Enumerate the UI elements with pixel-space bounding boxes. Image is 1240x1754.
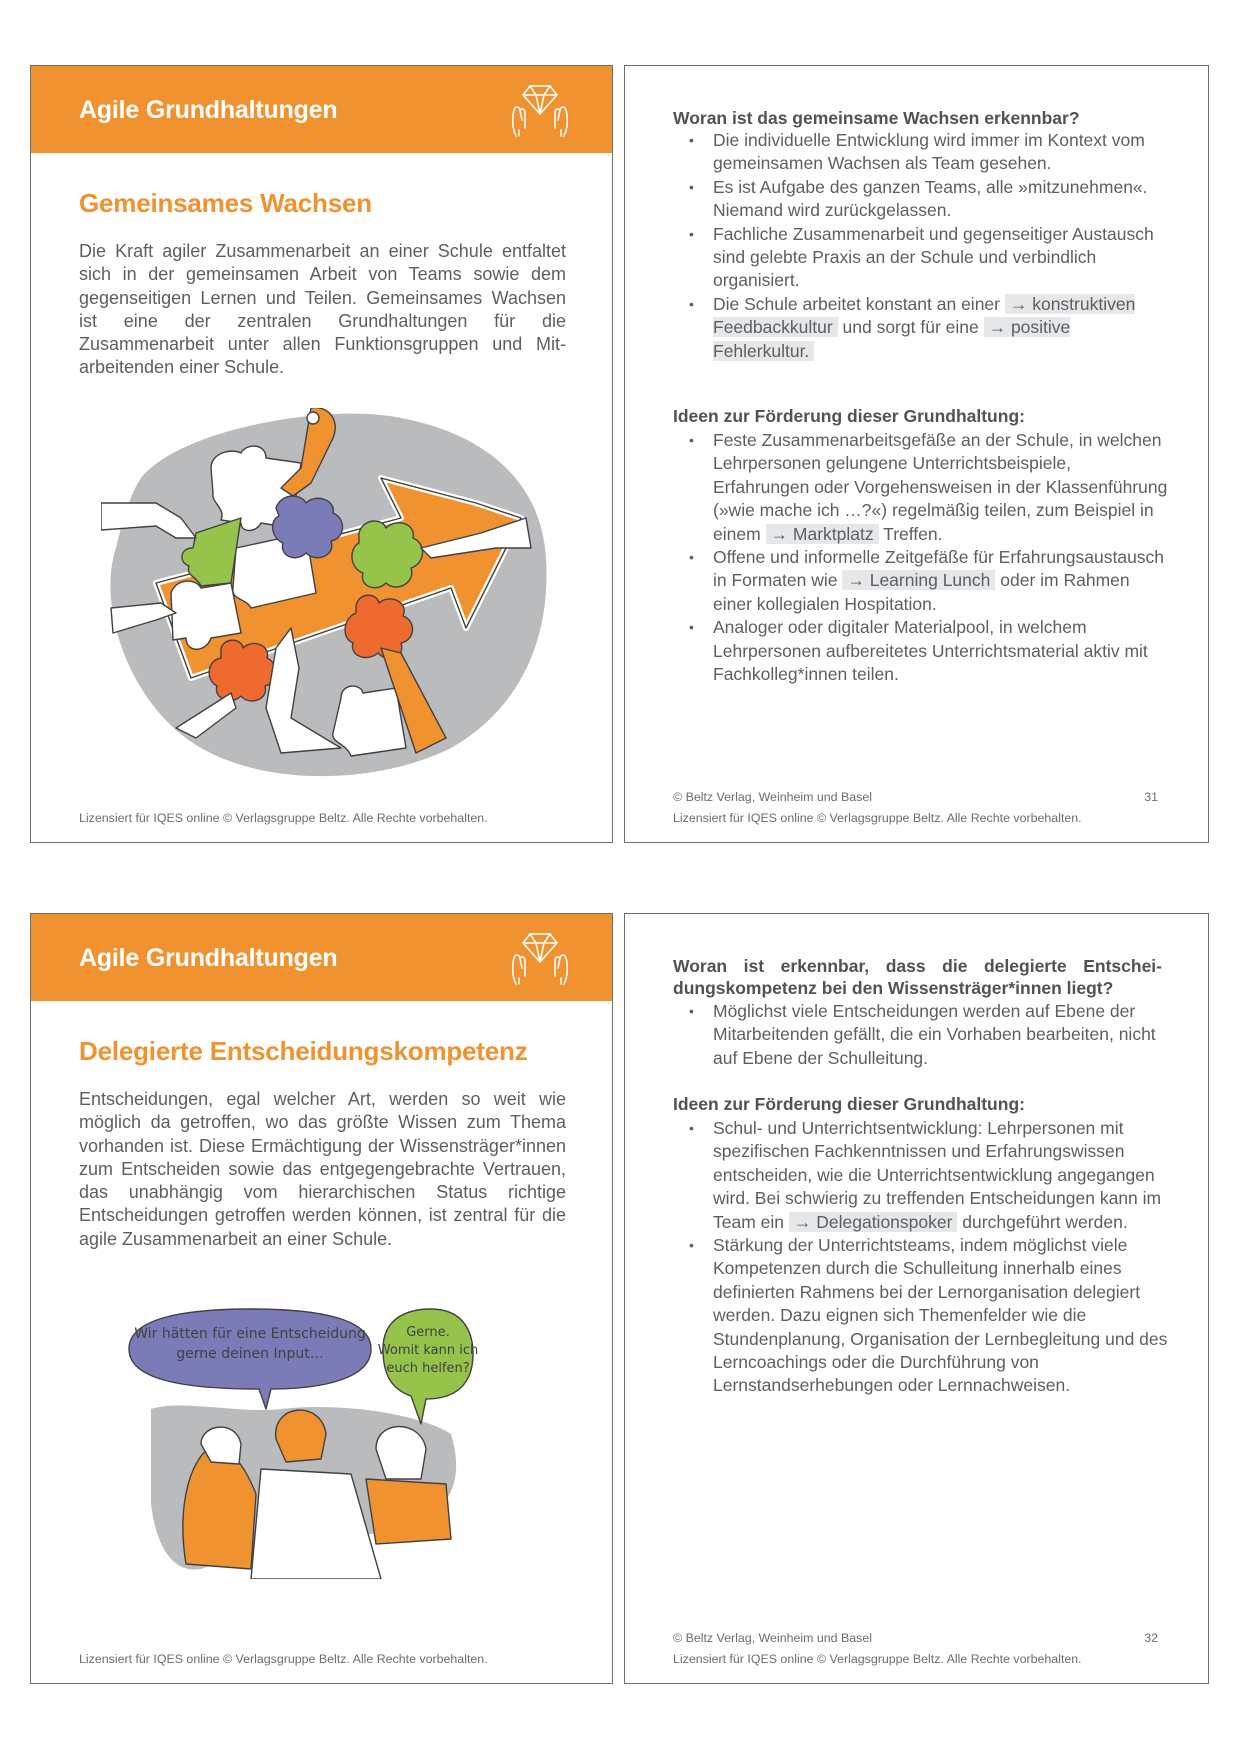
list-item: • Analoger oder digitaler Materialpool, in welchem Lehrpersonen aufbereitetes Unterrichtsmaterial aktiv mit Fachkolleg*innen teilen. — [689, 617, 1148, 685]
list-item: • Fachliche Zusammenarbeit und gegenseitiger Austausch sind gelebte Praxis an der Schule und verbindlich organisiert. — [689, 223, 1154, 291]
ideas-list — [673, 429, 1168, 686]
copyright-footer: © Beltz Verlag, Weinheim und Basel — [673, 1631, 872, 1645]
bullet-icon: • — [689, 1003, 694, 1019]
license-footer: Lizensiert für IQES online © Verlagsgruppe Beltz. Alle Rechte vorbehalten. — [79, 1652, 488, 1666]
bullet-icon: • — [689, 432, 694, 448]
person-right-body — [366, 1479, 451, 1544]
license-footer: Lizensiert für IQES online © Verlagsgruppe Beltz. Alle Rechte vorbehalten. — [79, 811, 488, 825]
person-center-head — [276, 1410, 326, 1462]
bullet-icon: • — [689, 178, 694, 195]
hands-assembling-puzzle-pieces-illustration — [101, 408, 561, 793]
card-delegierte-entscheidungskompetenz-details — [624, 913, 1209, 1684]
bullet-icon: • — [689, 132, 694, 148]
indicators-question: Woran ist erkennbar, dass die delegierte Entscheidungskompetenz bei den Wissensträger*innen liegt? — [673, 956, 1162, 998]
copyright-footer: © Beltz Verlag, Weinheim und Basel — [673, 790, 872, 804]
indicators-list — [673, 1000, 1168, 1070]
license-footer: Lizensiert für IQES online © Verlagsgruppe Beltz. Alle Rechte vorbehalten. — [673, 1652, 1082, 1666]
card-gemeinsames-wachsen-details — [624, 65, 1209, 843]
list-item: • Es ist Aufgabe des ganzen Teams, alle »mitzunehmen«. Niemand wird zurückgelassen. — [689, 176, 1148, 221]
license-footer: Lizensiert für IQES online © Verlagsgruppe Beltz. Alle Rechte vorbehalten. — [673, 811, 1082, 825]
diamond-in-hands-icon — [510, 926, 570, 990]
card-delegierte-entscheidungskompetenz — [30, 913, 613, 1684]
card-header — [31, 914, 612, 1001]
header-title: Agile Grundhaltungen — [79, 944, 338, 972]
header-title: Agile Grundhaltungen — [79, 96, 338, 124]
bullet-icon: • — [689, 619, 694, 636]
list-item: • Die Schule arbeitet konstant an einer → konstruktiven Feedbackkultur und sorgt für eine → positive Fehlerkultur. — [689, 293, 1136, 361]
indicators-question: Woran ist das gemeinsame Wachsen erkennbar? — [673, 108, 1080, 128]
speech-bubble-right-line-2: Womit kann ich — [377, 1343, 479, 1358]
card-header — [31, 66, 612, 153]
list-item: • Schul- und Unterrichtsentwicklung: Lehrpersonen mit spezifischen Fachkenntnissen und Erfahrungswissen entscheiden, wie die Unterrichtsentwicklung angegangen wird. Bei schwierig zu treffenden Entscheidungen kann im Team ein → Delegationspoker durchgeführt werden. — [689, 1118, 1162, 1232]
bullet-icon: • — [689, 295, 694, 312]
speech-bubble-right-line-1: Gerne. — [406, 1325, 450, 1340]
speech-bubble-left-line-2: gerne deinen Input… — [176, 1346, 324, 1362]
page-number: 31 — [1144, 790, 1158, 804]
link-marktplatz[interactable]: → Marktplatz — [766, 524, 879, 544]
list-item: • Feste Zusammenarbeitsgefäße an der Schule, in welchen Lehrpersonen gelungene Unterrichtsbeispiele, Erfahrungen oder Vorgehensweisen in der Klassenführung (»wie mache ich …?«) regelmäßig teilen, zum Beispiel in einem → Marktplatz Treffen. — [689, 430, 1168, 544]
list-item: • Möglichst viele Entscheidungen werden auf Ebene der Mitarbeitenden gefällt, die ein Vorhaben bearbeiten, nicht auf Ebene der Schulleitung. — [689, 1001, 1156, 1068]
bullet-icon: • — [689, 1120, 694, 1136]
person-right-head — [376, 1427, 426, 1480]
list-item: • Offene und informelle Zeitgefäße für Erfahrungsaustausch in Formaten wie → Learning Lunch oder im Rahmen einer kollegialen Hospitation. — [689, 547, 1165, 614]
topic-title: Delegierte Entscheidungskompetenz — [79, 1036, 528, 1066]
page-number: 32 — [1144, 1631, 1158, 1645]
list-item: • Stärkung der Unterrichtsteams, indem möglichst viele Kompetenzen durch die Schulleitung innerhalb eines definierten Rahmens bei der Lernorganisation delegiert werden. Dazu eignen sich Themenfelder wie die Stundenplanung, Organisation der Lernbegleitung und des Lerncoachings oder die Durchführung von Lernstandserhebungen oder Lernnachweisen. — [689, 1235, 1168, 1396]
card-gemeinsames-wachsen — [30, 65, 613, 843]
link-delegationspoker[interactable]: → Delegationspoker — [789, 1212, 958, 1232]
indicators-list — [673, 129, 1168, 363]
puzzle-piece-white — [333, 686, 406, 756]
speech-bubble-right-line-3: euch helfen? — [386, 1361, 470, 1376]
speech-bubble-left-line-1: Wir hätten für eine Entscheidung — [134, 1326, 366, 1342]
ideas-title: Ideen zur Förderung dieser Grundhaltung: — [673, 406, 1025, 426]
bullet-icon: • — [689, 225, 694, 242]
intro-paragraph: Die Kraft agiler Zusammenarbeit an einer Schule entfaltet sich in der gemeinsamen Arbeit von Teams sowie dem gegenseitigen Lernen und Teilen. Gemeinsames Wachsen ist eine der zentralen Grundhaltungen für die Zusammenarbeit unter allen Funktionsgruppen und Mitarbeitenden einer Schule. — [79, 241, 566, 378]
three-people-talking-illustration — [121, 1304, 541, 1579]
puzzle-piece-purple — [273, 496, 343, 558]
link-konstruktive-feedbackkultur[interactable]: → konstruktiven Feedbackkultur — [713, 293, 1136, 338]
bullet-icon: • — [689, 549, 694, 566]
ideas-title: Ideen zur Förderung dieser Grundhaltung: — [673, 1094, 1025, 1114]
intro-paragraph: Entscheidungen, egal welcher Art, werden so weit wie möglich da getroffen, wo das größte Wissen zum Thema vorhanden ist. Diese Ermächtigung der Wissensträger*innen zum Entscheiden sowie das entgegengebrachte Vertrauen, das unabhängig vom hierarchischen Status richtige Entscheidungen getroffen werden können, ist zentral für die agile Zusammenarbeit an einer Schule. — [79, 1089, 566, 1249]
list-item: • Die individuelle Entwicklung wird immer im Kontext vom gemeinsamen Wachsen als Team gesehen. — [689, 130, 1145, 174]
ideas-list — [673, 1117, 1168, 1398]
link-positive-fehlerkultur[interactable]: → positive Fehlerkultur. — [713, 317, 1071, 361]
diamond-in-hands-icon — [510, 78, 570, 142]
bullet-icon: • — [689, 1237, 694, 1254]
link-learning-lunch[interactable]: → Learning Lunch — [842, 570, 995, 590]
topic-title: Gemeinsames Wachsen — [79, 188, 372, 218]
